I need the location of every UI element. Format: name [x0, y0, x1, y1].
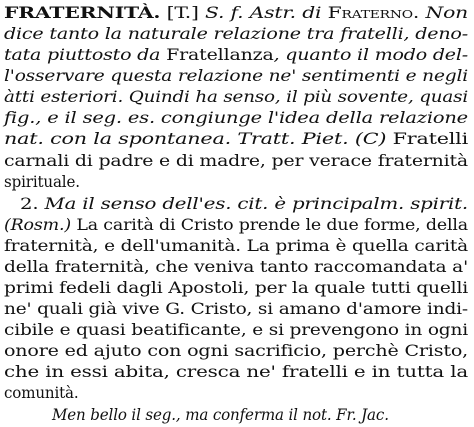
text-run: della fraternità, che veniva tanto raccomandata a' [4, 257, 469, 276]
text-line [4, 171, 80, 192]
text-run: . [412, 3, 426, 22]
text-run: nat. con la spontanea. Tratt. Piet. [4, 129, 355, 148]
text-run: Ma il senso dell'es. cit. è principalm. spirit. [44, 194, 468, 213]
text-line [4, 44, 468, 65]
text-line [4, 256, 468, 277]
text-run: (Rosm.) [4, 215, 77, 234]
text-run: dice tanto la naturale relazione tra fratelli, deno- [4, 24, 468, 43]
text-line [4, 65, 468, 86]
text-line [52, 404, 389, 425]
text-line [4, 150, 468, 171]
text-line [4, 235, 468, 256]
text-run: onore ed ajuto con ogni sacrificio, perchè Cristo, [4, 341, 469, 360]
text-run: Fraterno [327, 3, 413, 22]
text-line [4, 298, 468, 319]
text-line [4, 2, 468, 23]
text-line [4, 214, 468, 235]
text-line [4, 107, 468, 128]
text-run: [T.] [160, 3, 205, 22]
text-line [4, 86, 468, 107]
text-run: primi fedeli dagli Apostoli, per la quale tutti quelli [4, 278, 469, 297]
text-run: 2. [20, 194, 45, 213]
text-run: S. f. Astr. di [204, 3, 328, 22]
text-line [4, 23, 468, 44]
text-run: Fratelli [392, 129, 469, 148]
text-run: àtti esteriori. Quindi ha senso, il più sovente, quasi [4, 87, 469, 106]
text-run: Fratellanza [166, 45, 274, 64]
text-line [20, 193, 468, 214]
text-line [4, 382, 79, 403]
text-run: Non [425, 3, 469, 22]
text-run: tata piuttosto da [4, 45, 167, 64]
text-run: che in essi abita, cresca ne' fratelli e in tutta la [4, 362, 469, 381]
text-run: (C) [354, 129, 393, 148]
text-run: carnali di padre e di madre, per verace fraternità [4, 151, 468, 170]
text-run: fig., e il seg. es. congiunge l'idea della relazione [4, 108, 468, 127]
text-line [4, 319, 468, 340]
text-line [4, 340, 468, 361]
text-run: ne' quali già vive G. Cristo, si amano d'amore indi- [4, 299, 468, 318]
headword: FRATERNITÀ. [4, 3, 161, 22]
text-run: , quanto il modo del- [273, 45, 468, 64]
text-line [4, 361, 468, 382]
text-run: comunità. [4, 383, 79, 402]
text-line [4, 128, 468, 149]
text-run: Men bello il seg., ma conferma il not. Fr. Jac. [52, 405, 389, 424]
text-run: La carità di Cristo prende le due forme, della [76, 215, 469, 234]
text-run: spirituale. [4, 172, 80, 191]
text-line [4, 277, 468, 298]
text-run: l'osservare questa relazione ne' sentimenti e negli [4, 66, 468, 85]
text-run: cibile e quasi beatificante, e si prevengono in ogni [4, 320, 468, 339]
text-run: fraternità, e dell'umanità. La prima è quella carità [4, 236, 468, 255]
